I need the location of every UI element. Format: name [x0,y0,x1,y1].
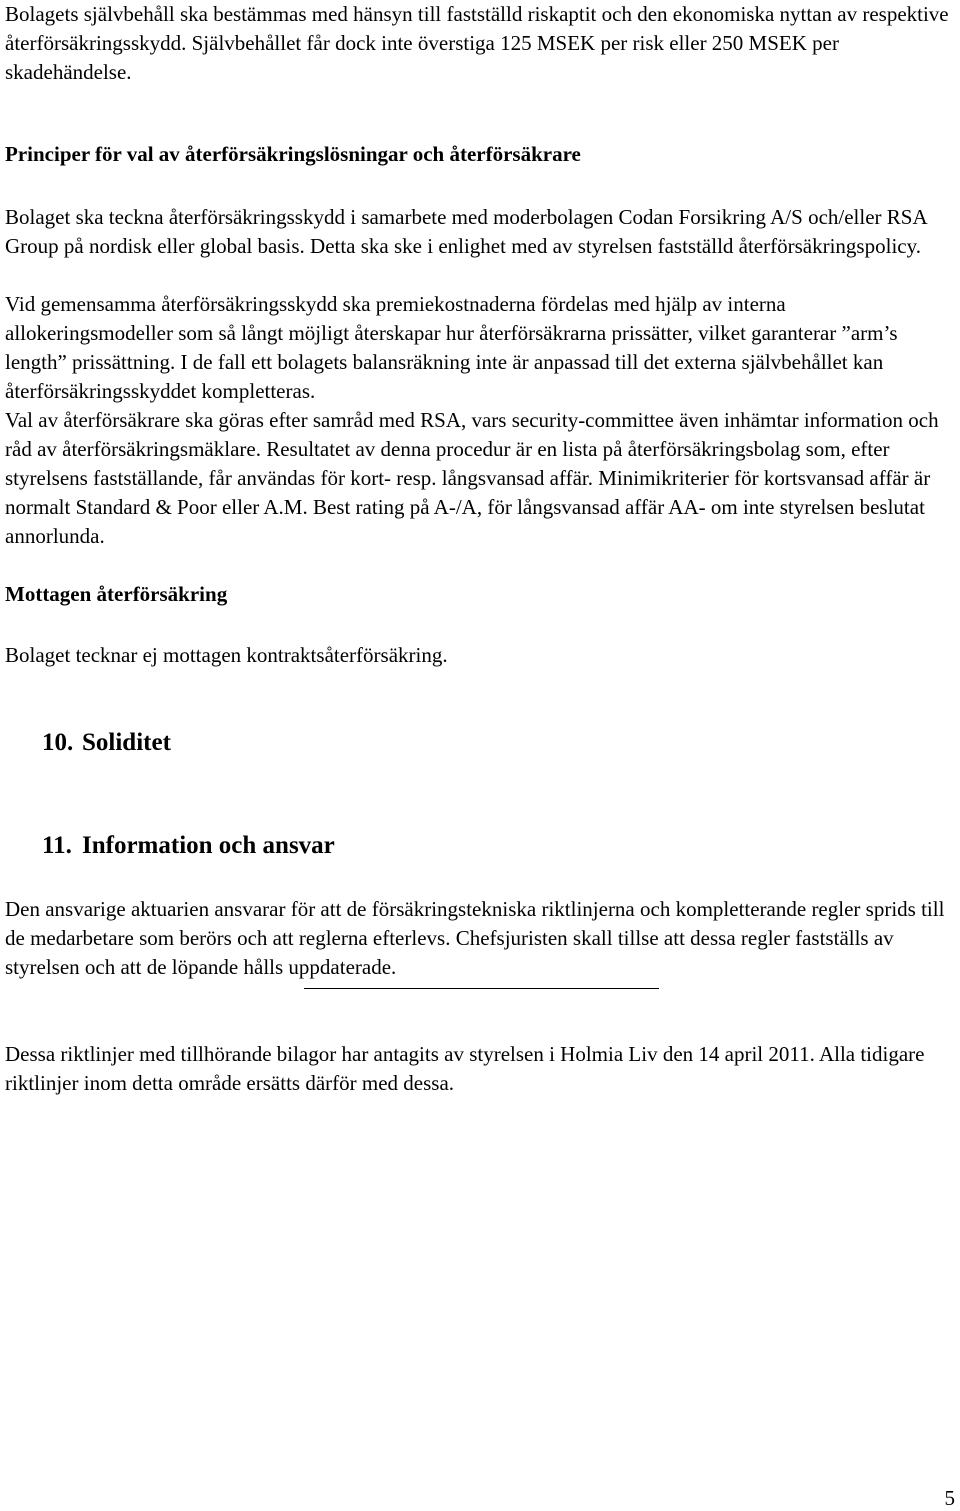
principles-paragraph-2: Vid gemensamma återförsäkringsskydd ska premiekostnaderna fördelas med hjälp av interna allokeringsmodeller som så långt möjligt återskapar hur återförsäkrarna prissätter, vilket garanterar ”arm’s length” prissättning. I de fall ett bolagets balansräkning inte är anpassad till det externa självbehållet kan återförsäkringsskyddet kompletteras. [5,292,898,403]
accepted-reinsurance-heading: Mottagen återförsäkring [5,582,228,606]
accepted-reinsurance-paragraph: Bolaget tecknar ej mottagen kontraktsåterförsäkring. [5,643,448,667]
intro-paragraph: Bolagets självbehåll ska bestämmas med hänsyn till fastställd riskaptit och den ekonomiska nyttan av respektive återförsäkringsskydd. Självbehållet får dock inte överstiga 125 MSEK per risk eller 250 MSEK per skadehändelse. [5,2,949,84]
section-11-heading [42,830,335,862]
information-paragraph-1: Den ansvarige aktuarien ansvarar för att de försäkringstekniska riktlinjerna och kompletterande regler sprids till de medarbetare som berörs och att reglerna efterlevs. Chefsjuristen skall tillse att dessa regler fastställs av styrelsen och att de löpande hålls uppdaterade. [5,897,945,979]
section-10-title: Soliditet [82,729,171,756]
principles-paragraph-3: Val av återförsäkrare ska göras efter samråd med RSA, vars security-committee även inhämtar information och råd av återförsäkringsmäklare. Resultatet av denna procedur är en lista på återförsäkringsbolag som, efter styrelsens fastställande, får användas för kort- resp. långsvansad affär. Minimikriterier för kortsvansad affär är normalt Standard & Poor eller A.M. Best rating på A-/A, för långsvansad affär AA- om inte styrelsen beslutat annorlunda. [5,408,939,548]
principles-paragraph-1: Bolaget ska teckna återförsäkringsskydd i samarbete med moderbolagen Codan Forsikring A/S och/eller RSA Group på nordisk eller global basis. Detta ska ske i enlighet med av styrelsen fastställd återförsäkringspolicy. [5,205,927,258]
information-paragraph-2: Dessa riktlinjer med tillhörande bilagor har antagits av styrelsen i Holmia Liv den 14 april 2011. Alla tidigare riktlinjer inom detta område ersätts därför med dessa. [5,1042,925,1095]
section-10-heading [42,727,171,759]
section-11-number: 11. [42,832,72,859]
page-number: 5 [944,1486,955,1510]
principles-heading: Principer för val av återförsäkringslösningar och återförsäkrare [5,142,581,166]
section-11-title: Information och ansvar [82,832,335,859]
section-10-number: 10. [42,729,74,756]
signature-line [304,988,659,989]
